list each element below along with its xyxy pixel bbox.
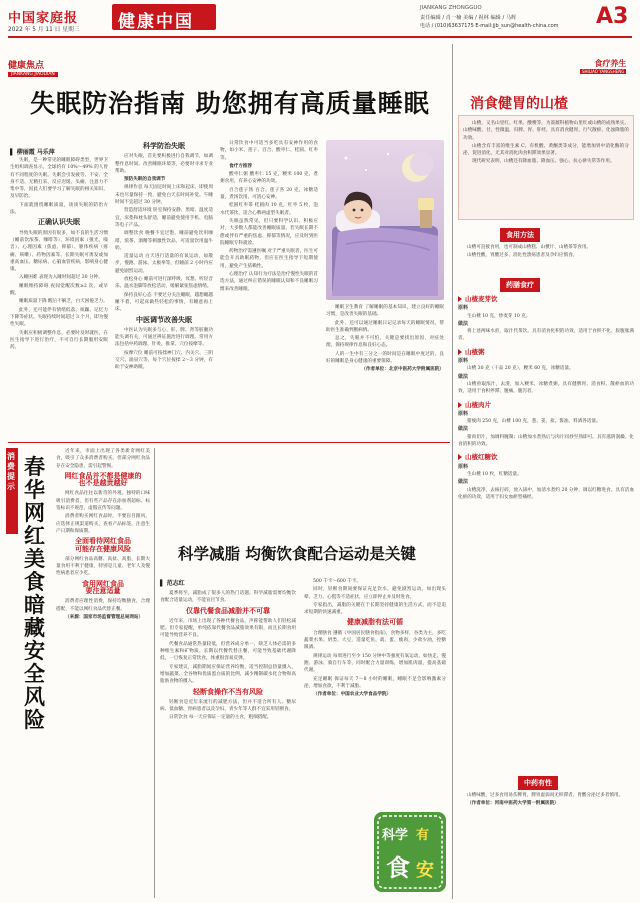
paragraph: 生山楂 10 克，炒麦芽 10 克。 xyxy=(467,313,531,319)
paragraph: 中医认为失眠多与心、肝、脾、肾等脏腑功能失调有关，可通过辨证施治进行调理。常用方法包括中药调理、针灸、推拿、穴位按摩等。 xyxy=(115,327,213,348)
paragraph: 山楂煎取浓汁，去渣，加入粳米、冰糖煮粥。具有健脾胃、消食积、散瘀血的功效，适用于食积停滞、腹痛、腹泻者。 xyxy=(458,381,634,395)
paragraph: 总之，失眠并不可怕，关键是要找出原因，对症处理，保持规律作息和良好心态。 xyxy=(326,336,444,349)
subheading: 健康减脂有法可循 xyxy=(347,618,403,627)
paragraph: 应对失眠，首先要积极进行自我调节，如调整作息时间、改善睡眠环境等，必要时寻求专业帮助。 xyxy=(115,154,213,174)
article1-col2 xyxy=(115,140,213,437)
paragraph: 猪肉切片，加调料腌制；山楂加水煮熟后与肉片同炒至熟即可。具有滋阴润燥、化食消积的功效。 xyxy=(458,434,634,448)
recipe-name: 山楂红糖饮 xyxy=(465,453,498,462)
paragraph: 适量运动 白天进行适量的有氧运动，如散步、慢跑、游泳、太极拳等，但睡前 2 小时内应避免剧烈运动。 xyxy=(115,254,213,274)
paragraph: 山楂洗净，去核打碎，放入锅中，加清水煮约 20 分钟，调以红糖进食。具有活血化瘀的功效，适用于妇女血瘀型痛经。 xyxy=(458,487,634,500)
paragraph: 专家指出，减脂的关键在于长期坚持健康的生活方式，而不是追求短期的快速减重。 xyxy=(304,602,446,616)
recipe-title xyxy=(458,296,634,303)
paragraph: 此外，还可能伴有情绪低落、烦躁、记忆力下降等症状。失眠持续时间超过 3 个月，即为慢性失眠。 xyxy=(10,307,108,328)
subheading: 全面看待网红食品 xyxy=(75,537,131,546)
recipe-label: 做法 xyxy=(458,479,469,486)
issue-date: 2022 年 5 月 11 日 星期三 xyxy=(8,27,80,33)
food-safety-stamp-svg xyxy=(372,806,448,896)
paragraph: 消费者应理性消费，保持均衡膳食，合理搭配，不能以网红食品代替正餐。 xyxy=(56,599,150,612)
newspaper-logo: 中国家庭报 xyxy=(8,11,79,26)
paragraph: 入睡困难 表现为入睡时间超过 30 分钟。 xyxy=(19,275,103,281)
paragraph: 预防失眠的自我调节 xyxy=(124,177,166,183)
subheading: 仅靠代餐食品减脂并不可靠 xyxy=(186,606,270,615)
consumer-tip-tag-text: 消费提示 xyxy=(7,452,15,491)
paragraph: 保持良好心态 不要过分关注睡眠，越想睡越睡不着，可起床做些轻松的事情，有睡意再上床。 xyxy=(115,292,213,313)
paragraph: 规律运动 每周进行至少 150 分钟中等强度有氧运动，如快走、慢跑、游泳、骑自行车等，同时配合力量训练，增加肌肉量，提高基础代谢。 xyxy=(304,653,446,674)
paragraph: 桂圆红枣茶 桂圆肉 10 克，红枣 5 枚，泡水代茶饮，适合心脾两虚型失眠者。 xyxy=(220,203,318,216)
paragraph: 人的一生中有三分之一的时间是在睡眠中度过的，良好的睡眠是身心健康的重要保障。 xyxy=(326,351,444,365)
recipe-label: 原料 xyxy=(458,305,469,312)
paragraph: （作者单位：中国农业大学食品学院） xyxy=(313,692,392,698)
paragraph: 药物治疗需遵医嘱 对于严重失眠者，医生可能会开具助眠药物，但应在医生指导下短期使用，避免产生依赖性。 xyxy=(220,249,318,269)
tag-usage: 食用方法 xyxy=(500,228,540,242)
paragraph: 同时，轻断食期间要保证充足饮水，避免剧烈运动。如出现头晕、乏力、心慌等不适症状，应立即停止并及时进食。 xyxy=(304,587,446,600)
tag-cn: 食疗养生 xyxy=(594,59,627,68)
subheading: 网红食品并不都是健康的 xyxy=(64,471,142,480)
paragraph: 近年来，市场上出现了各种代餐食品，声称能帮助人们轻松减肥。但专家提醒，单纯依靠代餐食品减脂效果有限，而且长期食用可能导致营养不良。 xyxy=(160,618,296,639)
article1-headline: 失眠防治指南 助您拥有高质量睡眠 xyxy=(30,89,430,118)
paragraph: 山楂性酸，胃酸过多、消化性溃疡患者及孕妇应慎食。 xyxy=(467,253,578,259)
recipe-4 xyxy=(458,454,634,501)
paragraph: 日常饮食中可适当多吃具有安神作用的食物，如小米、莲子、百合、酸枣仁、桂圆、红枣等。 xyxy=(220,141,318,161)
contact-line: 电话 / (010)63637175 E-mail:jjb_sun@health-china.com xyxy=(420,23,559,29)
paragraph: 调整饮食 晚餐不宜过饱，睡前避免饮用咖啡、浓茶、酒精等刺激性饮品，可适量饮用温牛奶。 xyxy=(115,231,213,251)
tag-cn: 健康焦点 xyxy=(8,61,45,71)
subheading: 要注意适量 xyxy=(85,587,121,596)
paragraph: 专家建议，减脂期间应保证营养均衡，适当控制总热量摄入，增加蔬菜、全谷物和优质蛋白质的比例，减少精制碳水化合物和高脂肪食物的摄入。 xyxy=(160,664,296,685)
stamp-line-2: 有 xyxy=(416,828,430,843)
paragraph: 山楂含有丰富的维生素 C、有机酸、黄酮类等成分，能增加胃中消化酶的分泌，促进消化，尤其对消化肉食积滞效果显著。 xyxy=(463,143,629,157)
paragraph: 睡眠卫生教育 了解睡眠的基本知识，建立良好的睡眠习惯，是改善失眠的基础。 xyxy=(326,305,444,318)
paragraph: 山楂，又名山里红、红果、酸楂等，为蔷薇科植物山里红或山楂的成熟果实。山楂味酸、甘，性微温，归脾、胃、肝经，具有消食健胃、行气散瘀、化浊降脂的功效。 xyxy=(463,121,629,141)
paragraph: （作者单位：北京中医药大学附属医院） xyxy=(361,367,444,373)
paragraph: 山楂可直接食用，也可制成山楂糕、山楂片、山楂茶等食用。 xyxy=(467,245,592,250)
paragraph: 失眠，是一种常见的睡眠障碍类型，世界卫生组织调查显示，全球约有 10%～49% 的人曾有不同程度的失眠。失眠会引发疲劳、不安、全身不适、无精打采、反应迟缓、头痛、注意力不集中等，因此人们要学习了解失眠的相关知识，及早防治。 xyxy=(10,158,108,200)
right-closing-text xyxy=(458,792,634,898)
article2-col1 xyxy=(160,590,296,898)
left-vertical-body xyxy=(56,448,150,898)
triangle-bullet-icon xyxy=(458,349,462,355)
paragraph: 部分网红食品高糖、高盐、高脂，长期大量食用不利于健康，特别是儿童、老年人及慢性病患者应少吃。 xyxy=(56,556,150,577)
article2-headline: 科学减脂 均衡饮食配合运动是关键 xyxy=(178,545,416,563)
paragraph: 500 千卡～600 千卡。 xyxy=(313,579,362,584)
article1-col1 xyxy=(10,157,108,437)
paragraph: 将上述两味水煎，取汁代茶饮。具有消食化积的功效，适用于食积不化、脘腹胀满者。 xyxy=(458,329,634,342)
masthead-rule xyxy=(8,36,632,38)
subheading: 科学防治失眠 xyxy=(143,142,185,150)
paragraph: 百合莲子汤 百合、莲子各 20 克，冰糖适量，煮汤饮用，可清心安神。 xyxy=(220,187,318,201)
column-divider xyxy=(154,448,155,898)
section-pinyin: JIANKANG ZHONGGUO xyxy=(420,5,482,11)
right-usage-text xyxy=(458,244,634,274)
recipe-2 xyxy=(458,349,634,396)
paragraph: 睡眠维持障碍 夜间觉醒次数≥2 次，或早醒。 xyxy=(10,283,108,297)
paragraph: 失眠虽然常见，但只要科学认识、积极应对，大多数人都能改善睡眠质量。若失眠长期不愈或伴有严重的焦虑、抑郁等情况，应及时到医院睡眠专科就诊。 xyxy=(220,218,318,246)
recipe-label: 做法 xyxy=(458,373,469,380)
paragraph: 山楂 30 克（干品 20 克），粳米 60 克，冰糖适量。 xyxy=(467,366,574,372)
paragraph: 轻断食是近年来流行的减肥方法，但并不适合所有人。糖尿病、低血糖、胃病患者以及孕妇、青少年等人群不宜采用轻断食。 xyxy=(160,699,296,713)
recipe-title xyxy=(458,349,634,356)
triangle-bullet-icon xyxy=(458,454,462,460)
recipe-title xyxy=(458,454,634,461)
stamp-line-3: 食 xyxy=(386,854,410,882)
paragraph: 消费者购买网红食品时，不要盲目跟风，应选择正规渠道购买，查看产品标签，注意生产日期和保质期。 xyxy=(56,514,150,534)
paragraph: 睡眠质量下降 醒后不解乏，白天困倦乏力。 xyxy=(19,299,108,305)
food-safety-stamp xyxy=(372,806,448,896)
subheading: 轻断食操作不当有风险 xyxy=(193,687,263,696)
recipe-list xyxy=(458,294,634,774)
tag-medicine-nature: 中药有性 xyxy=(518,776,558,790)
paragraph: 失眠应积极调整作息，必要时及时就医，在医生指导下进行治疗，不可自行长期服用安眠药。 xyxy=(10,330,108,351)
paragraph: 心理治疗 认知行为疗法是治疗慢性失眠的首选方法，通过纠正错误的睡眠认知和不良睡眠习惯来改善睡眠。 xyxy=(220,272,318,292)
recipe-label: 做法 xyxy=(458,426,469,433)
subheading: 食用网红食品 xyxy=(82,579,124,588)
insomnia-illustration xyxy=(326,140,444,300)
left-vertical-headline: 春华网红美食暗藏安全风险 xyxy=(24,455,45,732)
paragraph: 酸枣仁粥 酸枣仁 15 克，粳米 100 克，煮粥食用，有养心安神的功效。 xyxy=(220,172,318,185)
paragraph: 食疗方推荐 xyxy=(229,163,252,169)
paragraph: 下面就围绕睡眠质量，谈谈失眠的防治方法。 xyxy=(10,202,108,216)
recipe-name: 山楂粥 xyxy=(465,347,485,356)
right-headline: 消食健胃的山楂 xyxy=(470,96,568,112)
paragraph: 按摩穴位 睡前可按揉神门穴、内关穴、三阴交穴、涌泉穴等，每个穴位按揉 2～3 分钟，有助于安神助眠。 xyxy=(115,350,213,371)
recipe-title xyxy=(458,402,634,409)
paragraph: 代餐食品通常热量较低，但营养成分单一，缺乏人体必需的多种维生素和矿物质。长期以代餐代替正餐，可能导致基础代谢降低，一旦恢复正常饮食，体重很容易反弹。 xyxy=(160,641,296,662)
masthead xyxy=(0,0,640,40)
paragraph: 现代研究表明，山楂还有降血脂、降血压、强心、抗心律失常等作用。 xyxy=(472,159,615,165)
tag-en: JIANKANG JIAODIAN xyxy=(8,72,58,77)
paragraph: 生山楂 10 枚，红糖适量。 xyxy=(467,471,522,477)
recipe-1 xyxy=(458,296,634,343)
stamp-line-4: 安 xyxy=(416,860,434,881)
section-divider xyxy=(8,442,450,443)
paragraph: 日常饮食 每一天应保证一定量的主食，粗细搭配。 xyxy=(169,715,272,721)
recipe-label: 原料 xyxy=(458,410,469,417)
paragraph: 规律作息 每天固定时间上床和起床，即使周末也尽量保持一致，避免白天长时间补觉。午睡时间不宜超过 30 分钟。 xyxy=(115,185,213,206)
tag-en: SHILIAO YANGSHENG xyxy=(582,69,625,74)
subheading: 也不是越贵越好 xyxy=(78,479,128,488)
paragraph: （作者单位：河南中医药大学第一附属医院） xyxy=(467,801,559,807)
paragraph: （来源：国家市场监督管理总局网站） xyxy=(65,614,144,620)
paragraph: 放松身心 睡前可进行深呼吸、冥想、听轻音乐、温水泡脚等放松活动，缓解紧张焦虑情绪。 xyxy=(115,277,213,290)
triangle-bullet-icon xyxy=(458,402,462,408)
recipe-3 xyxy=(458,402,634,449)
paragraph: 夏季将至，减脂成了很多人的热门话题。科学减脂需要均衡饮食配合适量运动，不能盲目节食。 xyxy=(160,591,296,604)
section-tag-diet-therapy xyxy=(580,58,626,74)
subheading: 可能存在健康风险 xyxy=(75,544,131,553)
right-intro-box xyxy=(458,115,634,220)
editor-line: 责任编辑 / 肖一楠 美编 / 祝林 编辑 / 马辉 xyxy=(420,15,517,21)
stamp-line-1: 科学 xyxy=(382,828,409,843)
paragraph: 合理膳食 遵循《中国居民膳食指南》，食物多样，谷类为主，多吃蔬菜水果、奶类、大豆，适量吃鱼、禽、蛋、瘦肉，少盐少油，控糖限酒。 xyxy=(304,630,446,651)
page-number: A3 xyxy=(596,4,629,29)
subheading: 正确认识失眠 xyxy=(38,218,80,227)
recipe-label: 原料 xyxy=(458,358,469,365)
subheading: 中医调节改善失眠 xyxy=(136,315,192,324)
recipe-label: 做法 xyxy=(458,320,469,327)
section-tag-health-focus xyxy=(8,58,58,77)
paragraph: 山楂味酸，过多食用易伤脾胃，脾胃虚弱而无积滞者、胃酸分泌过多者慎用。 xyxy=(467,793,624,798)
article2-col2 xyxy=(304,578,446,798)
article1-col4 xyxy=(326,304,444,437)
paragraph: 此外，还可以通过睡眠日记记录每天的睡眠情况，帮助医生准确判断病情。 xyxy=(326,320,444,333)
article1-byline: ▌ 柳丽霞 马乐萍 xyxy=(10,149,55,156)
triangle-bullet-icon xyxy=(458,296,462,302)
recipe-label: 原料 xyxy=(458,463,469,470)
recipe-name: 山楂麦芽饮 xyxy=(465,295,498,303)
insomnia-illustration-svg xyxy=(326,140,444,300)
article1-col3 xyxy=(220,140,318,437)
paragraph: 网红食品往往以新奇的外观、独特的口味吸引消费者，但有些产品存在添加剂超标、标签标识不规范、虚假宣传等问题。 xyxy=(56,491,150,512)
paragraph: 猪瘦肉 250 克，山楂 100 克，葱、姜、盐、酱油、料酒各适量。 xyxy=(467,419,601,425)
column-divider xyxy=(452,44,453,899)
article2-byline: ▌ 范志红 xyxy=(160,580,185,587)
tag-recipes: 药膳食疗 xyxy=(500,278,540,292)
paragraph: 近年来，市面上出现了各类新奇网红美食，吸引了众多消费者购买。但部分网红食品存在安全隐患，需引起警惕。 xyxy=(56,449,150,469)
paragraph: 充足睡眠 保证每天 7～8 小时的睡眠，睡眠不足会影响激素分泌，增加食欲，不利于减脂。 xyxy=(304,676,446,689)
paragraph: 营造舒适环境 卧室保持安静、黑暗、温度适宜，床垫和枕头舒适，睡前避免使用手机、电脑等电子产品。 xyxy=(115,208,213,228)
recipe-name: 山楂肉片 xyxy=(465,400,491,409)
section-title: 健康中国 xyxy=(118,12,194,32)
paragraph: 导致失眠的原因有很多，如不良的生活习惯（睡前饮浓茶、咖啡等）、环境因素（强光、噪音）、心理因素（焦虑、抑郁）、躯体疾病（疼痛、咳嗽）、药物因素等。长期失眠可诱发或加重高血压、糖尿病、心脑血管疾病，影响身心健康。 xyxy=(10,230,108,273)
